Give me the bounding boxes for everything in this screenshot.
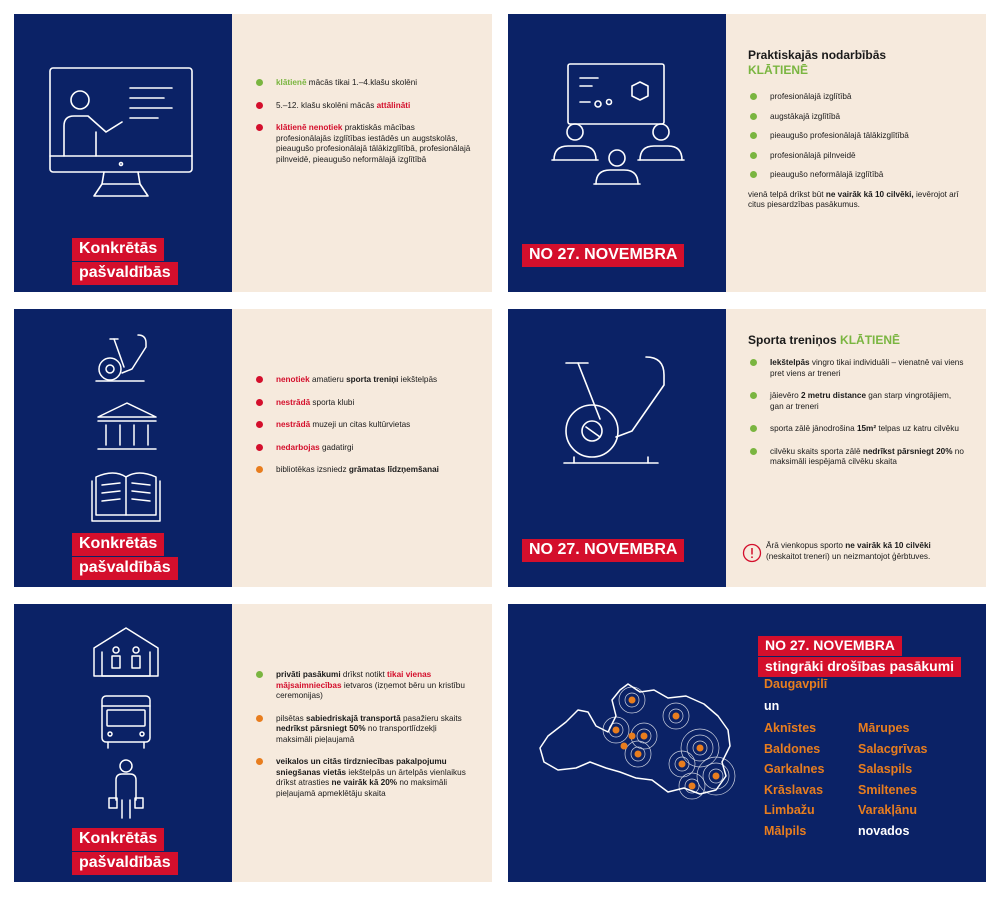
bullet-museums: nestrādā muzeji un citas kultūrvietas [254,420,472,431]
town-name: Varakļānu [858,803,918,817]
practical-item: pieaugušo neformālajā izglītībā [748,170,966,181]
card3-text-panel [232,309,492,587]
town-name: Aknīstes [764,721,817,735]
municipalities-badge: Konkrētās pašvaldībās [72,828,178,876]
bullet-grades-5-12: 5.–12. klašu skolēni mācās attālināti [254,101,472,112]
town-name: Smiltenes [858,782,918,797]
card5-icon-panel [14,604,232,882]
bullet-fairs: nedarbojas gadatirgi [254,443,472,454]
towns-left-column [764,718,824,841]
bullet-practical-not-held: klātienē nenotiek praktiskās mācības profesionālajās izglītības iestādēs un augstskolās, pieaugušo profesionālajā tālākizglītībā, profesionālajā pilnveidē, pieaugušo neformālajā izglītībā [254,123,472,165]
card1-text-panel [232,14,492,292]
card-sport-trainings [508,309,986,587]
town-name: Krāslavas [764,782,824,797]
card1-icon-panel [14,14,232,292]
town-name: Limbažu [764,803,815,817]
town-name: Mālpils [764,823,807,838]
bullet-capacity: cilvēku skaits sporta zālē nedrīkst pārsniegt 20% no maksimāli iespējamā cilvēku skaita [748,447,966,468]
card5-text-panel [232,604,492,882]
card4-text-panel: Sporta treniņos KLĀTIENĒ Iekštelpās vingro tikai individuāli – vienatnē vai viens pret viens ar treneri jāievēro 2 metru distance gan starp vingrotājiem, gan ar treneri sporta zālē jānodrošina 15m² telpas uz katru cilvēku cilvēku skaits sporta zālē nedrīkst pārsniegt 20% no maksimāli iespējamā cilvēku skaita Ārā vienkopus sporto ne vairāk kā 10 cilvēki (neskaitot treneri) un neizmantojot ģērbtuves. [726,309,986,587]
bullet-grades-1-4: klātienē mācās tikai 1.–4.klašu skolēni [254,78,472,89]
date-badge: NO 27. NOVEMBRA [522,244,684,267]
city-label: Daugavpilī [764,677,828,691]
card-sport-culture-municipalities [14,309,492,587]
open-book-icon [92,473,160,521]
warning-icon [742,543,762,563]
bullet-private-events: privāti pasākumi drīkst notikt tikai vienas mājsaimniecības ietvaros (izņemot bēru un kristību ceremonijas) [254,670,472,702]
town-name: Salacgrīvas [858,741,928,756]
bus-icon [102,696,150,748]
shopper-icon [109,760,143,818]
municipalities-badge: Konkrētās pašvaldībās [72,238,178,286]
bullet-indoors: Iekštelpās vingro tikai individuāli – vienatnē vai viens pret viens ar treneri [748,358,966,379]
exercise-bike-icon [96,335,146,381]
practical-item: pieaugušo profesionālajā tālākizglītībā [748,131,966,142]
practical-item: augstākajā izglītībā [748,112,966,123]
card2-text-panel [726,14,986,292]
card-practical-classes [508,14,986,292]
municipalities-badge: Konkrētās pašvaldībās [72,533,178,581]
card-education-municipalities [14,14,492,292]
towns-right-column [858,718,928,841]
bullet-distance: jāievēro 2 metru distance gan starp vingrotājiem, gan ar treneri [748,391,966,412]
town-name: Garkalnes [764,762,825,776]
card-events-transport-shops [14,604,492,882]
bullet-sport-trainings: nenotiek amatieru sporta treniņi iekštelpās [254,375,472,386]
and-label: un [764,699,780,713]
sport-heading: Sporta treniņos KLĀTIENĒ [748,333,901,347]
bullet-sport-clubs: nestrādā sporta klubi [254,398,472,409]
novados-label: novados [858,823,910,838]
bullet-space-per-person: sporta zālē jānodrošina 15m² telpas uz katru cilvēku [748,424,966,435]
practical-heading: Praktiskajās nodarbībās KLĀTIENĒ [748,48,887,77]
bullet-public-transport: pilsētas sabiedriskajā transportā pasažieru skaits nedrīkst pārsniegt 50% no transportlīdzekļi maksimāli pieļaujamā [254,714,472,746]
date-badge: NO 27. NOVEMBRA [522,539,684,562]
town-name: Salaspils [858,762,913,776]
town-name: Baldones [764,741,821,756]
bullet-libraries: bibliotēkas izsniedz grāmatas līdzņemšanai [254,465,472,476]
practical-item: profesionālajā pilnveidē [748,151,966,162]
card2-icon-panel [508,14,726,292]
practical-item: profesionālajā izglītībā [748,92,966,103]
town-name: Mārupes [858,721,910,735]
household-icon [94,628,158,676]
card-stricter-measures-map [508,604,986,882]
card4-icon-panel [508,309,726,587]
bullet-shops: veikalos un citās tirdzniecības pakalpojumu sniegšanas vietās iekštelpās un ārtelpās vienlaikus drīkst atrasties ne vairāk kā 20% no maksimāli pieļaujamā apmeklētāju skaita [254,757,472,799]
practical-note: vienā telpā drīkst būt ne vairāk kā 10 cilvēki, ievērojot arī citus piesardzības pasākumus. [748,189,959,209]
card3-icon-panel [14,309,232,587]
stricter-measures-badge: NO 27. NOVEMBRA stingrāki drošības pasākumi [758,636,961,677]
museum-icon [98,403,156,449]
latvia-map-icon [508,604,748,882]
